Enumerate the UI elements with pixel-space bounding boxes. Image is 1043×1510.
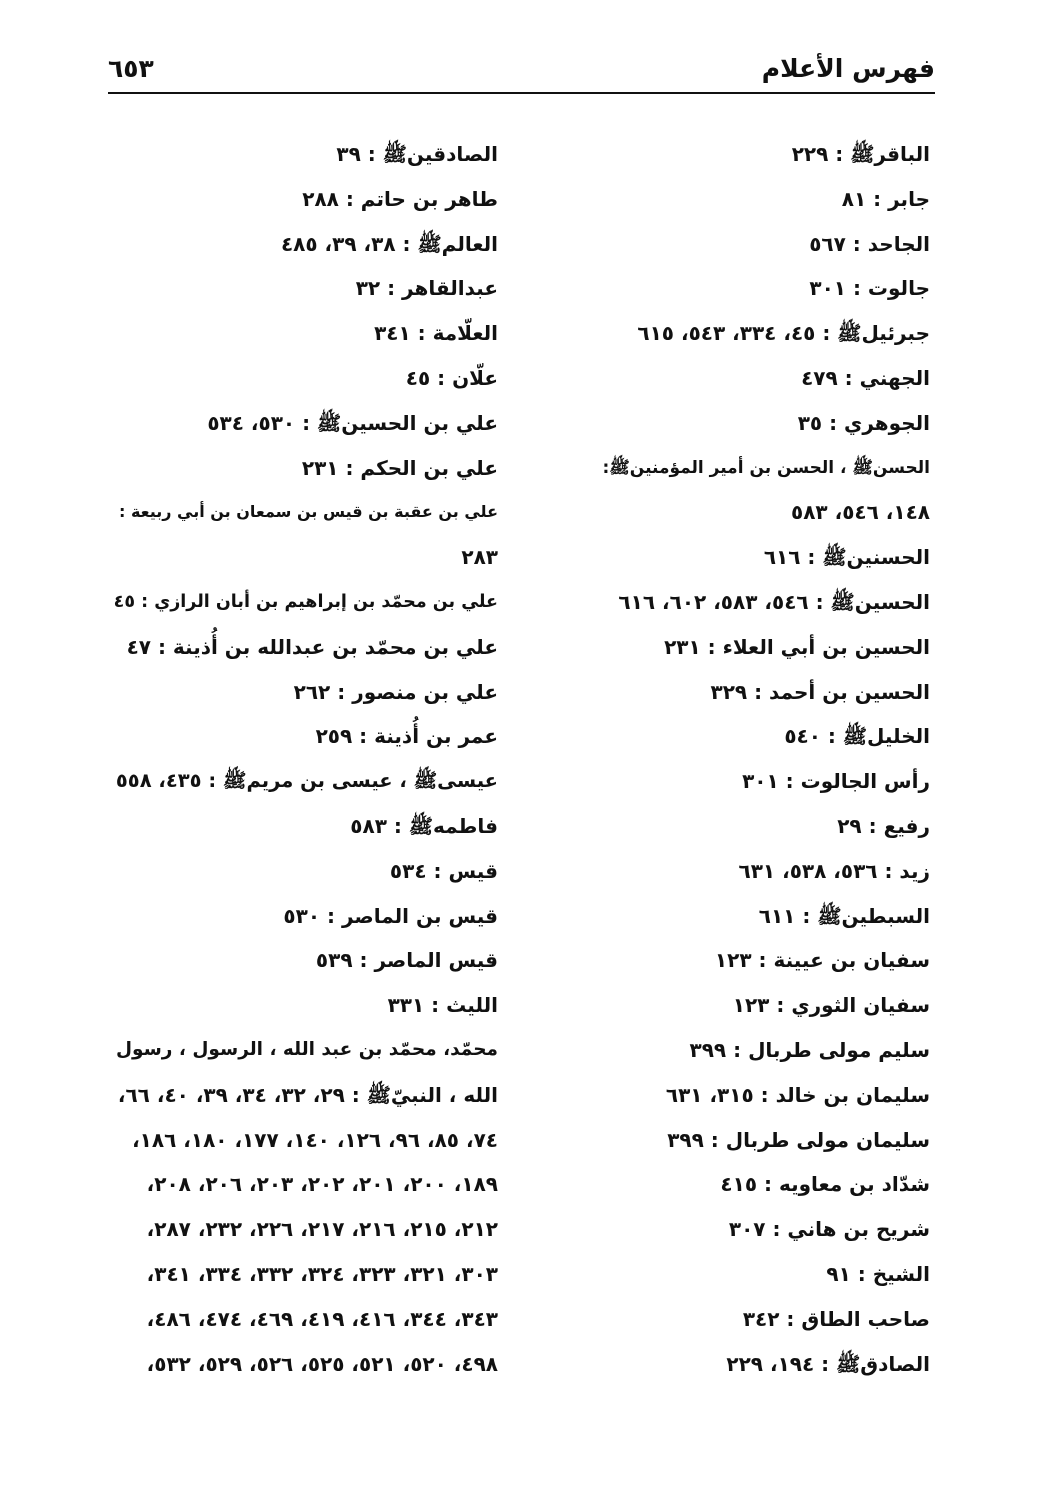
index-entry: علي بن محمّد بن إبراهيم بن أبان الرازي : ٤٥ <box>113 591 498 612</box>
index-entry: ١٤٨، ٥٤٦، ٥٨٣ <box>791 500 930 525</box>
index-entry: جالوت : ٣٠١ <box>809 276 930 301</box>
index-entry: ٣٠٣، ٣٢١، ٣٢٣، ٣٢٤، ٣٣٢، ٣٣٤، ٣٤١، <box>146 1261 498 1286</box>
index-entry: العالمﷺ : ٣٨، ٣٩، ٤٨٥ <box>280 231 498 256</box>
index-entry: الخليلﷺ : ٥٤٠ <box>784 724 930 749</box>
index-entry: علي بن الحكم : ٢٣١ <box>301 455 498 480</box>
index-column-left <box>108 136 498 1390</box>
index-entry: علّان : ٤٥ <box>405 365 498 390</box>
index-entry: الله ، النبيّﷺ : ٢٩، ٣٢، ٣٤، ٣٩، ٤٠، ٦٦، <box>117 1082 498 1107</box>
index-entry: الصادقﷺ : ١٩٤، ٢٢٩ <box>726 1351 930 1376</box>
index-entry: الشيخ : ٩١ <box>826 1261 930 1286</box>
index-entry: عبدالقاهر : ٣٢ <box>355 276 498 301</box>
index-entry: الحسين بن أبي العلاء : ٢٣١ <box>664 634 930 659</box>
index-entry: زيد : ٥٣٦، ٥٣٨، ٦٣١ <box>738 858 930 883</box>
index-entry: طاهر بن حاتم : ٢٨٨ <box>302 186 498 211</box>
index-entry: علي بن عقبة بن قيس بن سمعان بن أبي ربيعة : <box>119 502 498 522</box>
index-entry: الصادقينﷺ : ٣٩ <box>336 142 498 166</box>
index-entry: الجوهري : ٣٥ <box>797 410 930 435</box>
header-rule <box>108 92 935 94</box>
page-number: ٦٥٣ <box>108 54 154 83</box>
index-entry: الحسينﷺ : ٥٤٦، ٥٨٣، ٦٠٢، ٦١٦ <box>618 589 930 614</box>
index-entry: علي بن منصور : ٢٦٢ <box>293 679 498 704</box>
index-entry: ٢١٢، ٢١٥، ٢١٦، ٢١٧، ٢٢٦، ٢٣٢، ٢٨٧، <box>146 1217 498 1242</box>
index-entry: العلّامة : ٣٤١ <box>374 321 498 346</box>
index-entry: شدّاد بن معاويه : ٤١٥ <box>720 1172 930 1197</box>
index-entry: الجهني : ٤٧٩ <box>801 365 930 390</box>
index-entry: الحسنﷺ ، الحسن بن أمير المؤمنينﷺ: <box>602 457 930 478</box>
index-entry: سليمان مولى طربال : ٣٩٩ <box>667 1127 930 1152</box>
index-entry: ٢٨٣ <box>461 545 498 570</box>
index-entry: رفيع : ٢٩ <box>837 813 930 838</box>
index-entry: فاطمهﷺ : ٥٨٣ <box>350 813 498 838</box>
index-entry: شريح بن هاني : ٣٠٧ <box>728 1217 930 1242</box>
running-title: فهرس الأعلام <box>761 54 935 83</box>
index-entry: قيس بن الماصر : ٥٣٠ <box>283 903 498 928</box>
index-entry: جبرئيلﷺ : ٤٥، ٣٣٤، ٥٤٣، ٦١٥ <box>637 321 930 346</box>
index-entry: الجاحد : ٥٦٧ <box>809 231 930 256</box>
index-entry: سفيان بن عيينة : ١٢٣ <box>714 948 930 973</box>
index-entry: قيس الماصر : ٥٣٩ <box>315 948 498 973</box>
index-entry: السبطينﷺ : ٦١١ <box>758 903 930 928</box>
index-entry: سليم مولى طربال : ٣٩٩ <box>689 1037 930 1062</box>
index-entry: قيس : ٥٣٤ <box>389 858 498 883</box>
index-entry: علي بن محمّد بن عبدالله بن أُذينة : ٤٧ <box>126 634 498 659</box>
index-entry: عيسىﷺ ، عيسى بن مريمﷺ : ٤٣٥، ٥٥٨ <box>115 769 498 793</box>
index-entry: صاحب الطاق : ٣٤٢ <box>742 1306 930 1331</box>
index-entry: ٤٩٨، ٥٢٠، ٥٢١، ٥٢٥، ٥٢٦، ٥٢٩، ٥٣٢، <box>146 1351 498 1376</box>
index-entry: الحسنينﷺ : ٦١٦ <box>763 545 930 570</box>
index-entry: سليمان بن خالد : ٣١٥، ٦٣١ <box>665 1082 930 1107</box>
index-entry: جابر : ٨١ <box>841 186 930 211</box>
index-column-right <box>600 136 930 1390</box>
index-entry: رأس الجالوت : ٣٠١ <box>742 769 930 794</box>
index-entry: ١٨٩، ٢٠٠، ٢٠١، ٢٠٢، ٢٠٣، ٢٠٦، ٢٠٨، <box>146 1172 498 1197</box>
index-entry: محمّد، محمّد بن عبد الله ، الرسول ، رسول <box>115 1038 498 1060</box>
index-entry: الليث : ٣٣١ <box>387 993 498 1018</box>
index-entry: ٣٤٣، ٣٤٤، ٤١٦، ٤١٩، ٤٦٩، ٤٧٤، ٤٨٦، <box>146 1306 498 1331</box>
index-entry: عمر بن أُذينة : ٢٥٩ <box>315 724 498 749</box>
index-entry: علي بن الحسينﷺ : ٥٣٠، ٥٣٤ <box>207 410 498 435</box>
page-header <box>108 50 935 92</box>
index-entry: الحسين بن أحمد : ٣٢٩ <box>710 679 930 704</box>
index-entry: سفيان الثوري : ١٢٣ <box>732 993 930 1018</box>
index-entry: الباقرﷺ : ٢٢٩ <box>791 142 930 166</box>
index-entry: ٧٤، ٨٥، ٩٦، ١٢٦، ١٤٠، ١٧٧، ١٨٠، ١٨٦، <box>132 1127 498 1152</box>
